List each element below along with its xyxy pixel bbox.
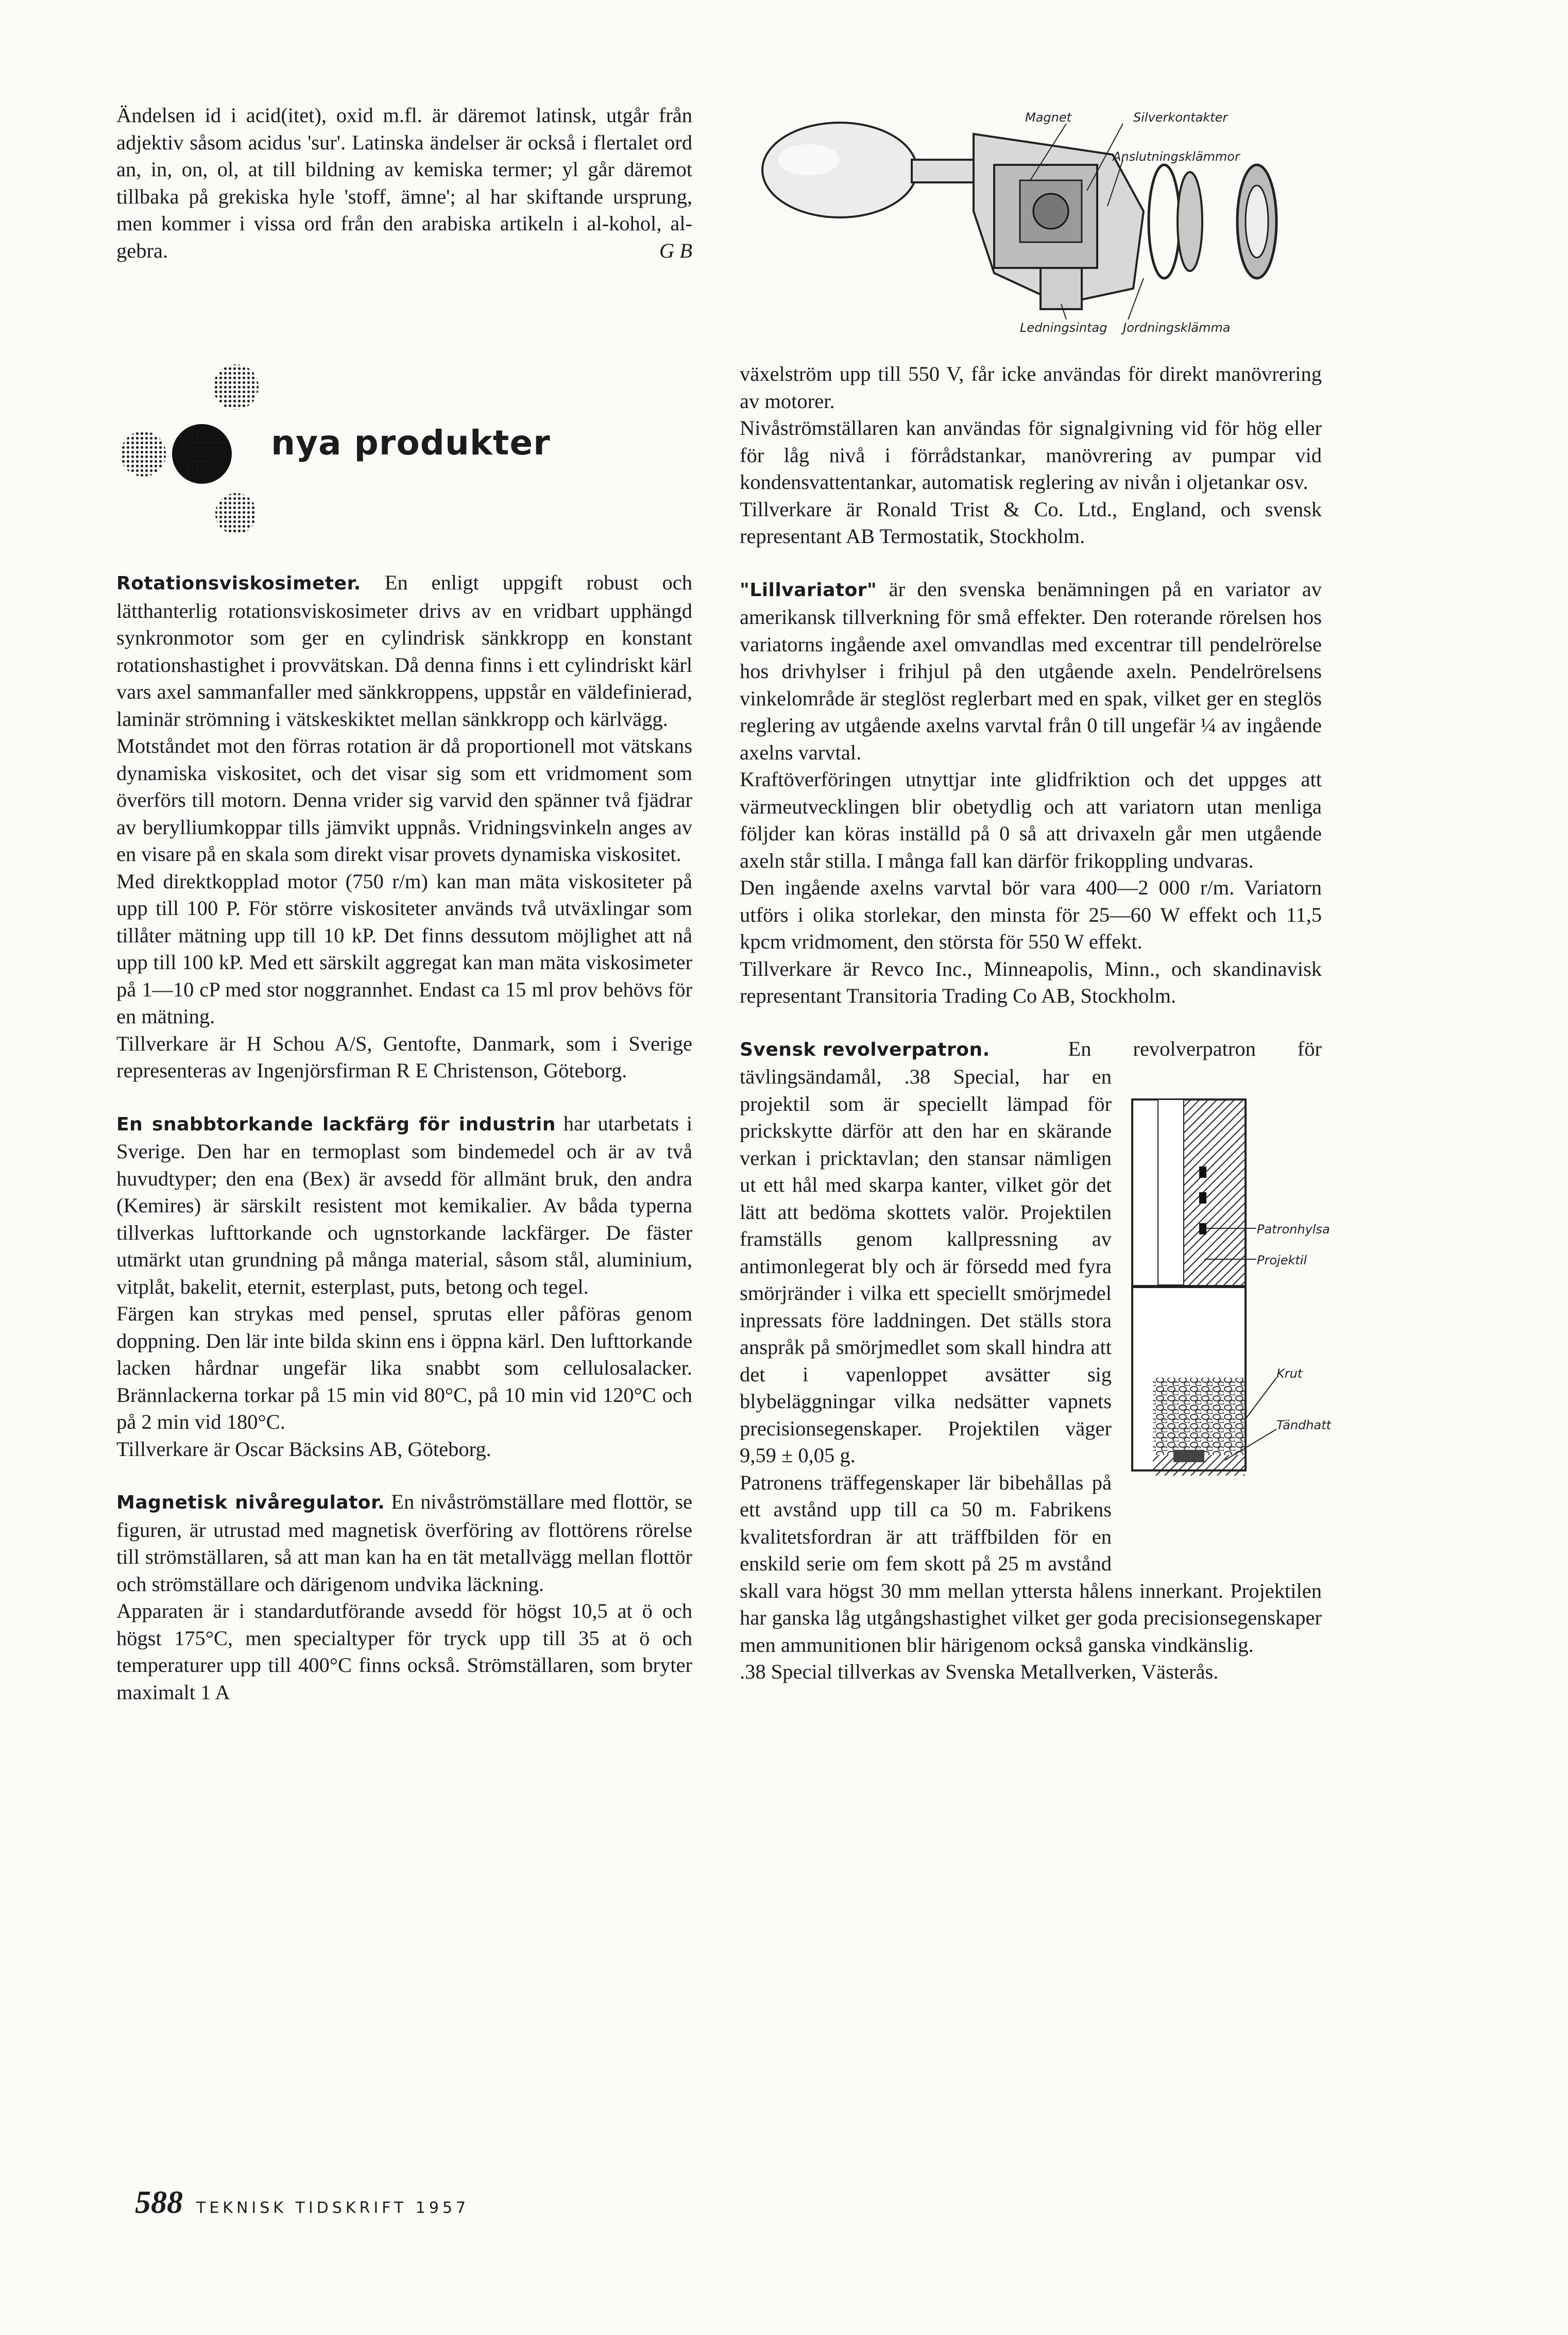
dots-logo-icon	[116, 357, 271, 532]
article-text: är den svenska benämningen på en variator av amerikansk tillverkning för små effekter. Den roterande rörelsen hos variatorns ingående axel omvandlas med excentrar till pendelrörelse hos drivhylser i frihjul på den utgående axeln. Pendelrörelsens vinkelområde är steglöst reglerbart med en spak, vilket ger en steglös reglering av utgående axelns varvtal från 0 till ungefär ¼ av ingående axelns varvtal.	[740, 577, 1322, 764]
article-text: En nivåströmställare med flottör, se figuren, är utrustad med magnetisk överföring av flottörens rörelse till strömställaren, så att man kan ha en tät metallvägg mellan flottör och strömställare och därigenom undvika läckning.	[116, 1490, 693, 1596]
intro-paragraph	[116, 102, 692, 264]
section-title: nya produkter	[271, 423, 551, 463]
article-variator	[740, 576, 1322, 1010]
figure-label-terminals: Anslutningsklämmor	[1113, 149, 1240, 164]
article-level-regulator	[116, 1488, 692, 1706]
figure-label-magnet: Magnet	[1025, 110, 1072, 125]
article-heading: En snabbtorkande lackfärg för industrin	[116, 1113, 556, 1135]
cartridge-diagram	[1122, 1089, 1332, 1553]
article-paragraph	[116, 1110, 692, 1301]
page-number: 588	[135, 2185, 183, 2220]
article-paragraph: växelström upp till 550 V, får icke användas för direkt manövrering av motorer.	[740, 362, 1322, 413]
level-switch-figure	[752, 103, 1344, 343]
article-paragraph: Den ingående axelns varvtal bör vara 400—2 000 r/m. Variatorn utförs i olika storlekar, den minsta för 25—60 W effekt och 11,5 kpcm vridmoment, den största för 550 W effekt.	[740, 876, 1322, 953]
article-heading: "Lillvariator"	[740, 579, 877, 601]
article-paragraph: Patronens träffegenskaper lär bibehållas på ett avstånd upp till ca 50 m. Fabrikens kvalitetsfordran är att träffbilden för en enskild serie om fem skott på 25 m avstånd skall vara högst 30 mm mellan yttersta hålens innerkant. Projektilen har ganska låg utgångshastighet vilket ger goda precisionsegenskaper men ammunitionen blir härigenom också ganska vindkänslig.	[740, 1470, 1322, 1656]
figure-label-bullet: Projektil	[1257, 1253, 1307, 1267]
article-paragraph: Tillverkare är Ronald Trist & Co. Ltd., England, och svensk representant AB Termostatik, Stockholm.	[740, 497, 1322, 548]
article-paragraph	[116, 569, 692, 733]
article-paragraph: Tillverkare är Revco Inc., Minneapolis, Minn., och skandinavisk representant Transitoria Trading Co AB, Stockholm.	[740, 957, 1322, 1007]
page-footer	[135, 2185, 469, 2221]
article-cartridge	[740, 1036, 1332, 1686]
left-column	[116, 102, 692, 1706]
article-text: har utarbetats i Sverige. Den har en termoplast som bindemedel och är av två huvudtyper; den ena (Bex) är avsedd för allmänt bruk, den andra (Kemires) är särskilt resistent mot kemikalier. Av båda typerna tillverkas lufttorkande och ugnstorkande lackfärger. De fäster utmärkt utan grundning på många material, såsom stål, aluminium, vitplåt, bakelit, eternit, esterplast, puts, betong och tegel.	[116, 1111, 692, 1298]
article-paragraph	[116, 1488, 692, 1598]
cartridge-figure	[1122, 1089, 1332, 1573]
figure-label-primer: Tändhatt	[1276, 1417, 1332, 1432]
article-paragraph: Färgen kan strykas med pensel, sprutas eller påföras genom doppning. Den lär inte bilda skinn ens i öppna kärl. Den lufttorkande lacken hårdnar ungefär lika snabbt som cellulosalacker. Brännlackerna torkar på 15 min vid 80°C, på 10 min vid 120°C och på 2 min vid 180°C.	[116, 1302, 692, 1433]
article-paragraph	[740, 576, 1322, 767]
right-column	[740, 361, 1332, 1686]
article-paragraph: .38 Special tillverkas av Svenska Metallverken, Västerås.	[740, 1660, 1219, 1683]
level-switch-diagram	[752, 103, 1344, 340]
figure-label-powder: Krut	[1276, 1366, 1303, 1381]
intro-text: Ändelsen id i acid(itet), oxid m.fl. är däremot latinsk, utgår från adjektiv såsom acidus 'sur'. Latinska ändelser är också i flertalet ord an, in, on, ol, at till bildning av kemiska termer; yl går däremot tillbaka på grekiska hyle 'stoff, ämne'; al har skiftande ursprung, men kommer i vissa ord från den arabiska artikeln i al-kohol, al-gebra.	[116, 104, 692, 262]
article-heading: Svensk revolverpatron.	[740, 1039, 990, 1060]
article-viscosimeter	[116, 569, 692, 1085]
figure-label-case: Patronhylsa	[1257, 1222, 1330, 1237]
article-paragraph: Tillverkare är Oscar Bäcksins AB, Göteborg.	[116, 1437, 491, 1461]
article-paragraph: Apparaten är i standardutförande avsedd för högst 10,5 at ö och högst 175°C, men specialtyper för tryck upp till 35 at ö och temperaturer upp till 400°C finns också. Strömställaren, som bryter maximalt 1 A	[116, 1599, 692, 1704]
figure-label-cable-entry: Ledningsintag	[1020, 320, 1107, 335]
article-heading: Rotationsviskosimeter.	[116, 573, 361, 594]
article-paragraph: Nivåströmställaren kan användas för signalgivning vid för hög eller för låg nivå i förrådstankar, manövrering av pumpar vid kondensvattentankar, automatisk reglering av nivån i oljetankar osv.	[740, 416, 1322, 494]
article-paragraph: Med direktkopplad motor (750 r/m) kan man mäta viskositeter på upp till 100 P. För större viskositeter används två utväxlingar som tillåter mätning upp till 10 kP. Det finns dessutom möjlighet att nå upp till 100 kP. Med ett särskilt aggregat kan man mäta viskosimeter på 1—10 cP med stor noggrannhet. Endast ca 15 ml prov behövs för en mätning.	[116, 869, 692, 1028]
article-paragraph: Motståndet mot den förras rotation är då proportionell mot vätskans dynamiska viskositet, och det visar sig som ett vridmoment som överförs till motorn. Denna vrider sig varvid den spänner två fjädrar av berylliumkoppar tills jämvikt uppnås. Vridningsvinkeln anges av en visare på en skala som direkt visar provets dynamiska viskositet.	[116, 734, 692, 866]
article-lacquer	[116, 1110, 692, 1463]
section-logo	[116, 357, 692, 532]
intro-signature: G B	[659, 239, 692, 262]
figure-label-earth-terminal: Jordningsklämma	[1123, 320, 1231, 335]
journal-title: TEKNISK TIDSKRIFT 1957	[196, 2199, 470, 2217]
article-text: En enligt uppgift robust och lätthanterlig rotationsviskosimeter drivs av en vridbart upphängd synkronmotor som ger en cylindrisk sänkkropp en konstant rotationshastighet i provvätskan. Då denna finns i ett cylindriskt kärl vars axel sammanfaller med sänkkroppens, uppstår en väldefinierad, laminär strömning i vätskeskiktet mellan sänkkropp och kärlvägg.	[116, 571, 692, 731]
article-text: En revolverpatron för tävlingsändamål, .38 Special, har en projektil som är speciellt lämpad för prickskytte därför att den har en skärande verkan i pricktavlan; den stansar nämligen ut ett hål med skarpa kanter, vilket gör det lätt att bedöma skottets valör. Projektilen framställs genom kallpressning av antimonlegerat bly och är försedd med fyra smörjränder i vilka ett speciellt smörjmedel inpressats före laddningen. Det ställs stora anspråk på smörjmedlet som skall hindra att det i vapenloppet avsätter sig blybeläggningar vilka nedsätter vapnets precisionsegenskaper. Projektilen väger 9,59 ± 0,05 g.	[740, 1037, 1322, 1467]
article-level-regulator-cont	[740, 361, 1322, 550]
article-paragraph: Tillverkare är H Schou A/S, Gentofte, Danmark, som i Sverige representeras av Ingenjörsfirman R E Christenson, Göteborg.	[116, 1031, 692, 1082]
figure-label-silver-contacts: Silverkontakter	[1133, 110, 1228, 125]
article-heading: Magnetisk nivåregulator.	[116, 1492, 385, 1513]
article-paragraph: Kraftöverföringen utnyttjar inte glidfriktion och det uppges att värmeutvecklingen blir obetydlig och att variatorn utan menliga följder kan köras inställd på 0 så att drivaxeln går men utgående axeln står stilla. I många fall kan därför frikoppling undvaras.	[740, 768, 1322, 872]
